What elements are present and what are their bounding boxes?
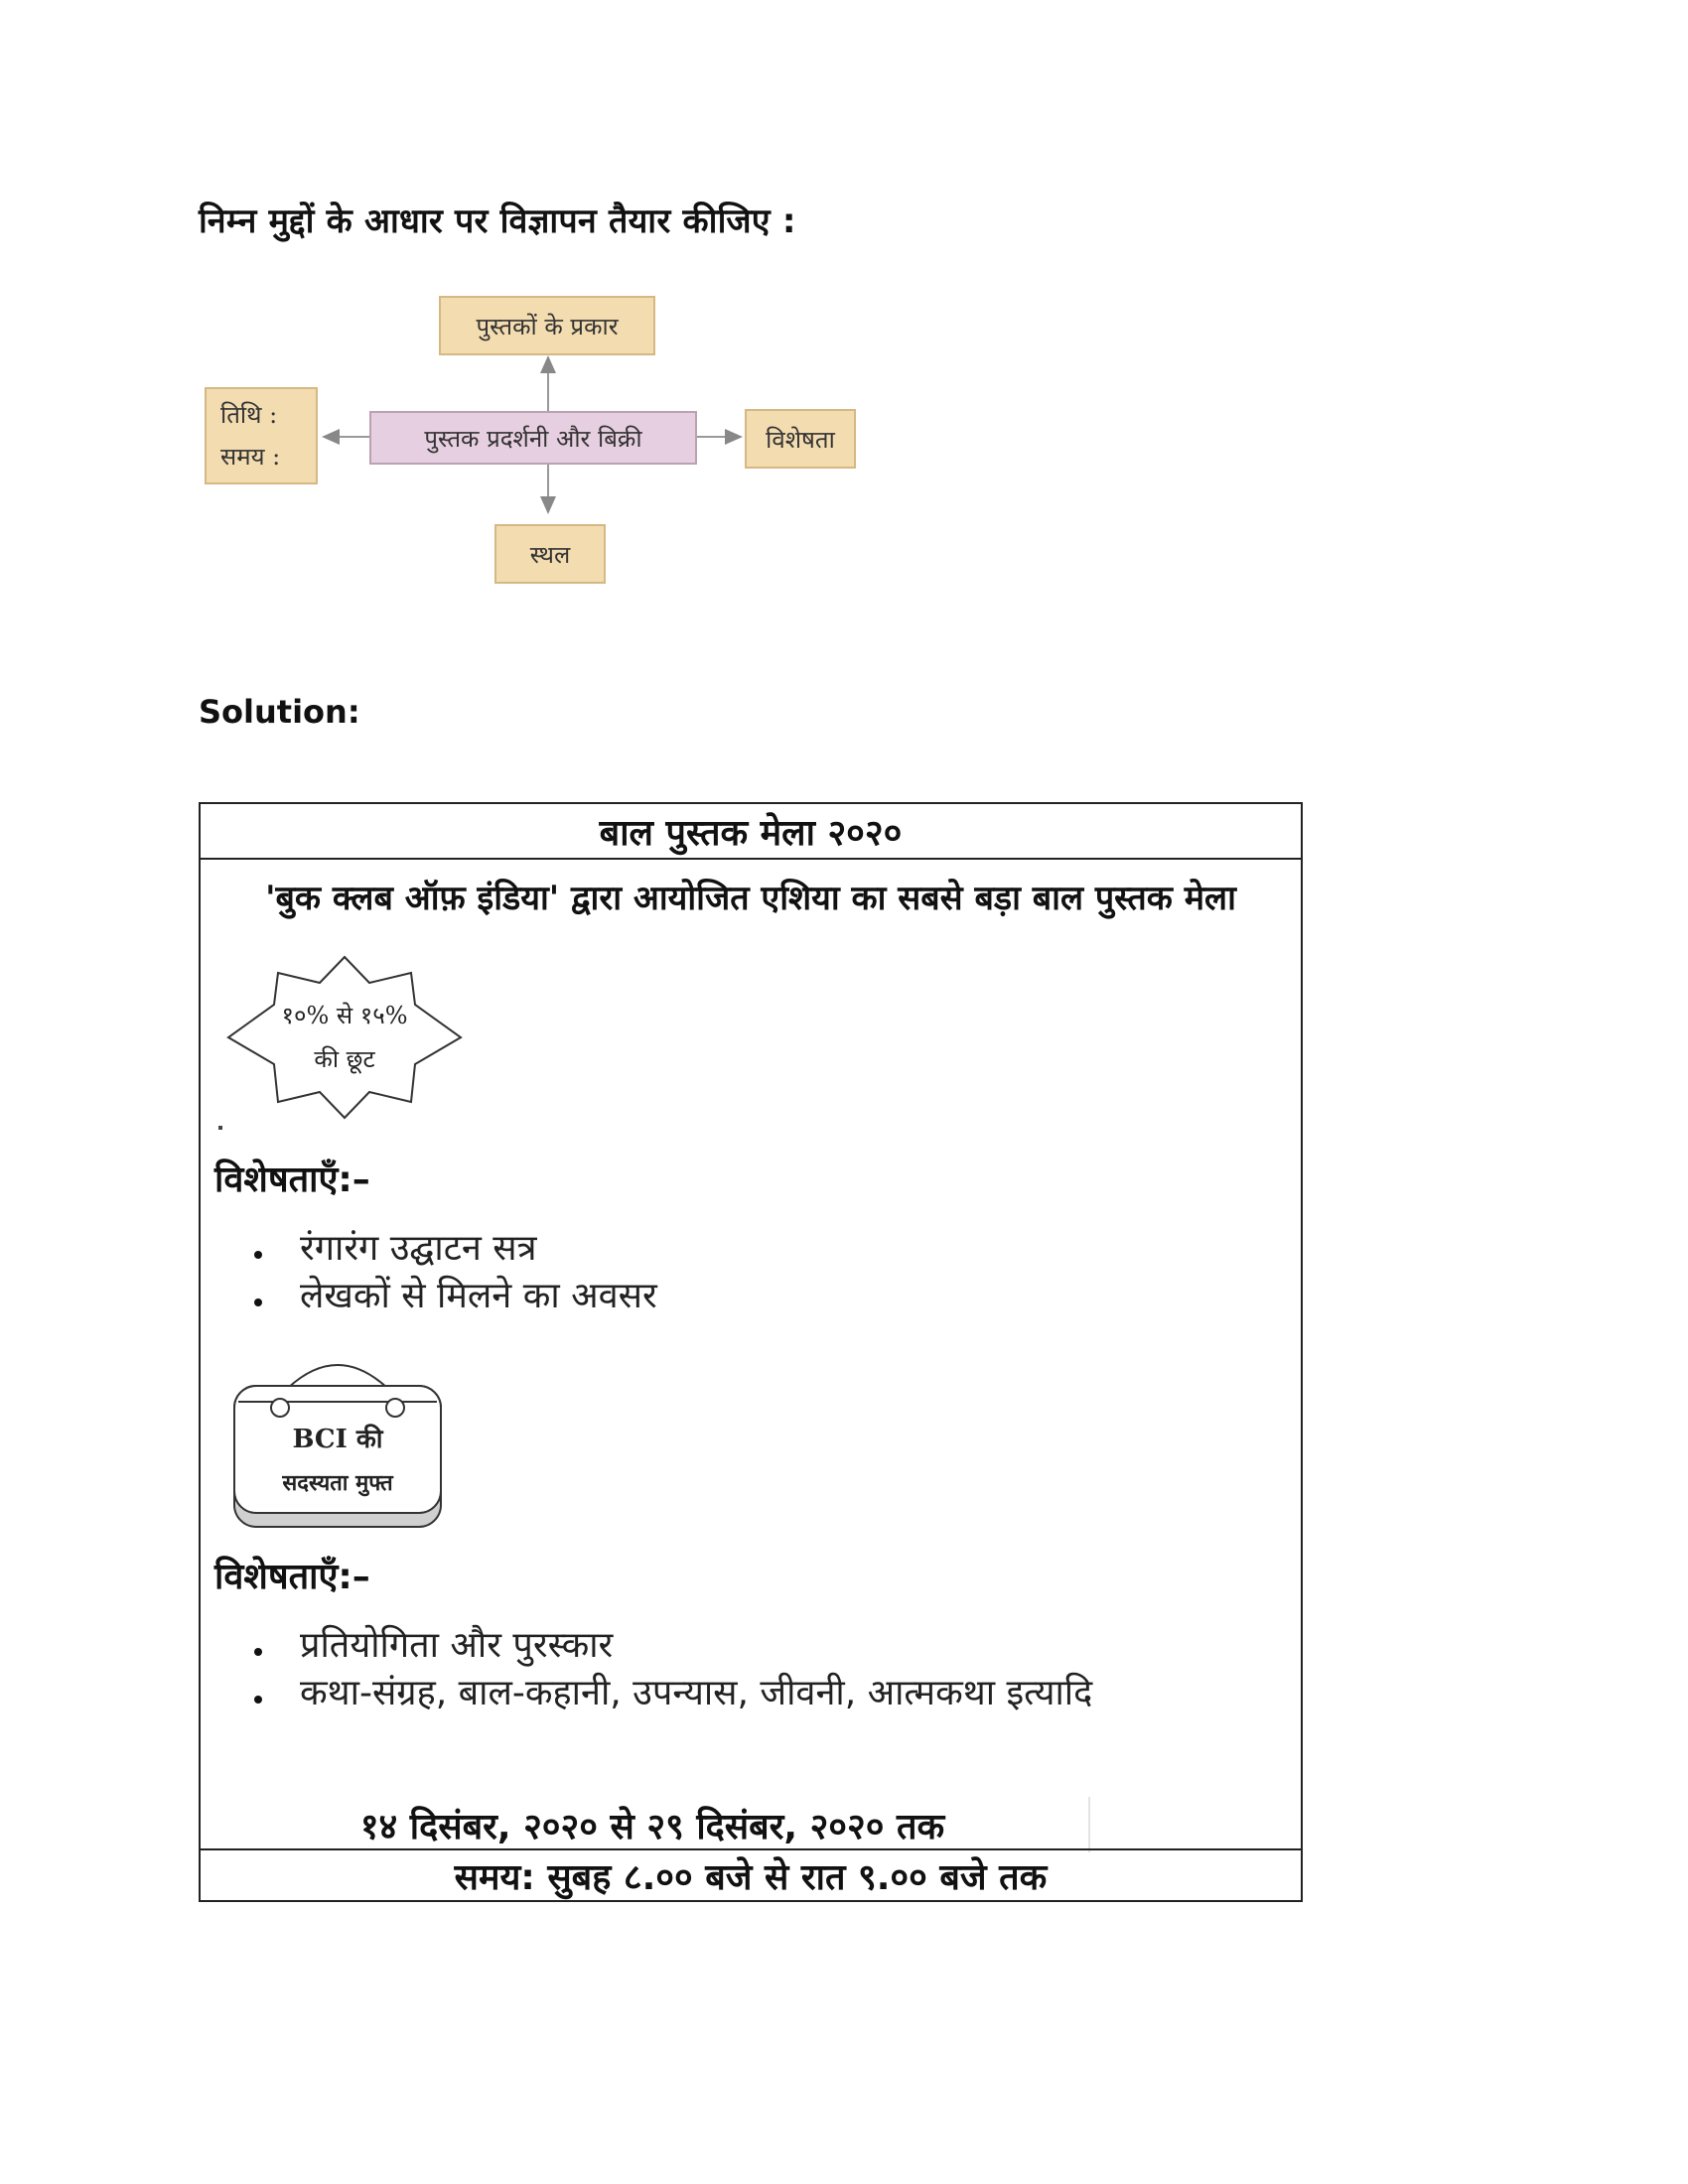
membership-line-1: BCI की — [292, 1425, 383, 1454]
advert-title: बाल पुस्तक मेला २०२० — [201, 804, 1301, 860]
discount-label: की छूट — [314, 1045, 375, 1073]
membership-sign — [228, 1346, 447, 1535]
diagram-box-venue: स्थल — [494, 524, 606, 584]
features-list-1 — [201, 1225, 1301, 1320]
list-item: रंगारंग उद्घाटन सत्र — [300, 1225, 1301, 1273]
diagram-box-feature: विशेषता — [745, 409, 856, 469]
features-heading-1: विशेषताएँ:– — [214, 1160, 370, 1200]
features-heading-2: विशेषताएँ:– — [214, 1557, 370, 1597]
list-item: कथा-संग्रह, बाल-कहानी, उपन्यास, जीवनी, आत्मकथा इत्यादि — [300, 1670, 1301, 1717]
diagram-date-label: तिथि : — [220, 401, 278, 429]
diagram-box-book-types: पुस्तकों के प्रकार — [439, 296, 655, 355]
diagram-box-date-time — [205, 387, 318, 484]
advert-time: समय: सुबह ८.०० बजे से रात ९.०० बजे तक — [201, 1848, 1301, 1900]
list-item: प्रतियोगिता और पुरस्कार — [300, 1622, 1301, 1670]
advert-dates: १४ दिसंबर, २०२० से २९ दिसंबर, २०२० तक — [216, 1797, 1090, 1852]
stray-dot — [218, 1126, 222, 1130]
diagram-box-exhibition: पुस्तक प्रदर्शनी और बिक्री — [369, 411, 697, 465]
discount-percent: १०% से १५% — [281, 1002, 408, 1029]
diagram-time-label: समय : — [220, 443, 281, 471]
mind-map-diagram — [199, 288, 894, 606]
list-item: लेखकों से मिलने का अवसर — [300, 1273, 1301, 1320]
features-list-2 — [201, 1622, 1301, 1717]
membership-text — [240, 1412, 435, 1511]
discount-text — [220, 953, 469, 1122]
discount-starburst — [220, 953, 469, 1122]
membership-line-2: सदस्यता मुफ्त — [282, 1470, 393, 1496]
advertisement-box — [199, 802, 1303, 1902]
advert-organizer: 'बुक क्लब ऑफ़ इंडिया' द्वारा आयोजित एशिया का सबसे बड़ा बाल पुस्तक मेला — [265, 879, 1236, 918]
question-heading: निम्न मुद्दों के आधार पर विज्ञापन तैयार कीजिए : — [199, 202, 796, 241]
solution-label: Solution: — [199, 693, 360, 731]
